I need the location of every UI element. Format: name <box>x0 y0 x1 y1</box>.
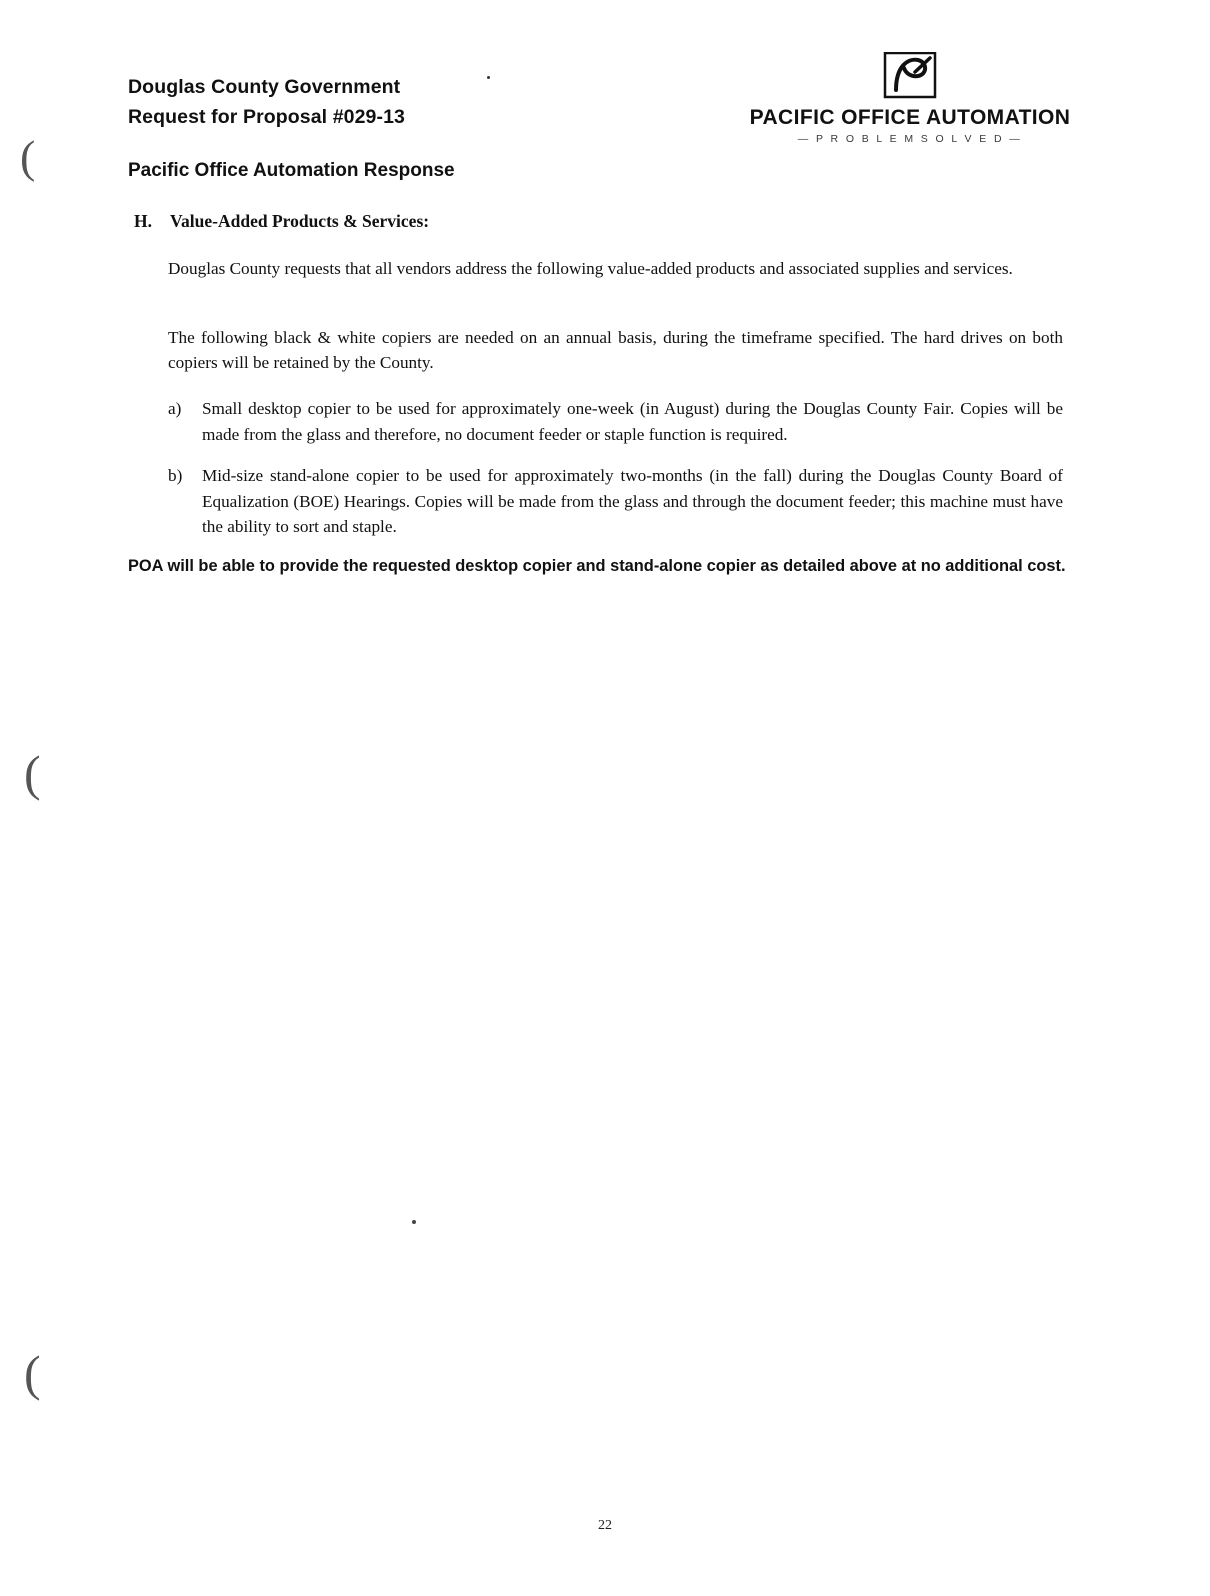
list-item <box>168 396 1063 447</box>
rfp-reference: Request for Proposal #029-13 <box>128 106 405 128</box>
scan-margin-mark: ( <box>20 131 36 182</box>
brand-name: PACIFIC OFFICE AUTOMATION <box>749 106 1071 129</box>
list-item <box>168 463 1063 540</box>
section-title: Value-Added Products & Services: <box>170 211 430 231</box>
document-header-left <box>128 72 608 132</box>
section-letter: H. <box>134 211 152 231</box>
body-paragraph: The following black & white copiers are needed on an annual basis, during the timeframe specified. The hard drives on both copiers will be retained by the County. <box>168 328 1063 372</box>
scan-speck <box>487 76 490 79</box>
section-heading <box>134 211 1034 232</box>
list-item-marker: a) <box>168 399 182 418</box>
scan-margin-mark: ( <box>24 745 41 801</box>
scan-margin-mark: ( <box>24 1345 41 1401</box>
list-item-text: Small desktop copier to be used for approximately one-week (in August) during the Douglas County Fair. Copies will be made from the glass and therefore, no document feeder or staple function is required. <box>202 399 1063 444</box>
list-item-text: Mid-size stand-alone copier to be used for approximately two-months (in the fall) during the Douglas County Board of Equalization (BOE) Hearings. Copies will be made from the glass and through the document feeder; this machine must have the ability to sort and staple. <box>202 466 1063 536</box>
scan-speck <box>412 1220 416 1224</box>
list-item-marker: b) <box>168 466 183 485</box>
page-title: Pacific Office Automation Response <box>128 160 455 181</box>
closing-statement: POA will be able to provide the requested desktop copier and stand-alone copier as detailed above at no additional cost. <box>128 557 1066 575</box>
body-paragraph: Douglas County requests that all vendors address the following value-added products and associated supplies and services. <box>168 259 1013 278</box>
brand-tagline: — P R O B L E M S O L V E D — <box>797 133 1023 145</box>
page-number: 22 <box>598 1518 612 1533</box>
document-header-right <box>700 52 1120 145</box>
pacific-office-automation-logo-icon <box>882 52 938 102</box>
organization-name: Douglas County Government <box>128 76 401 98</box>
